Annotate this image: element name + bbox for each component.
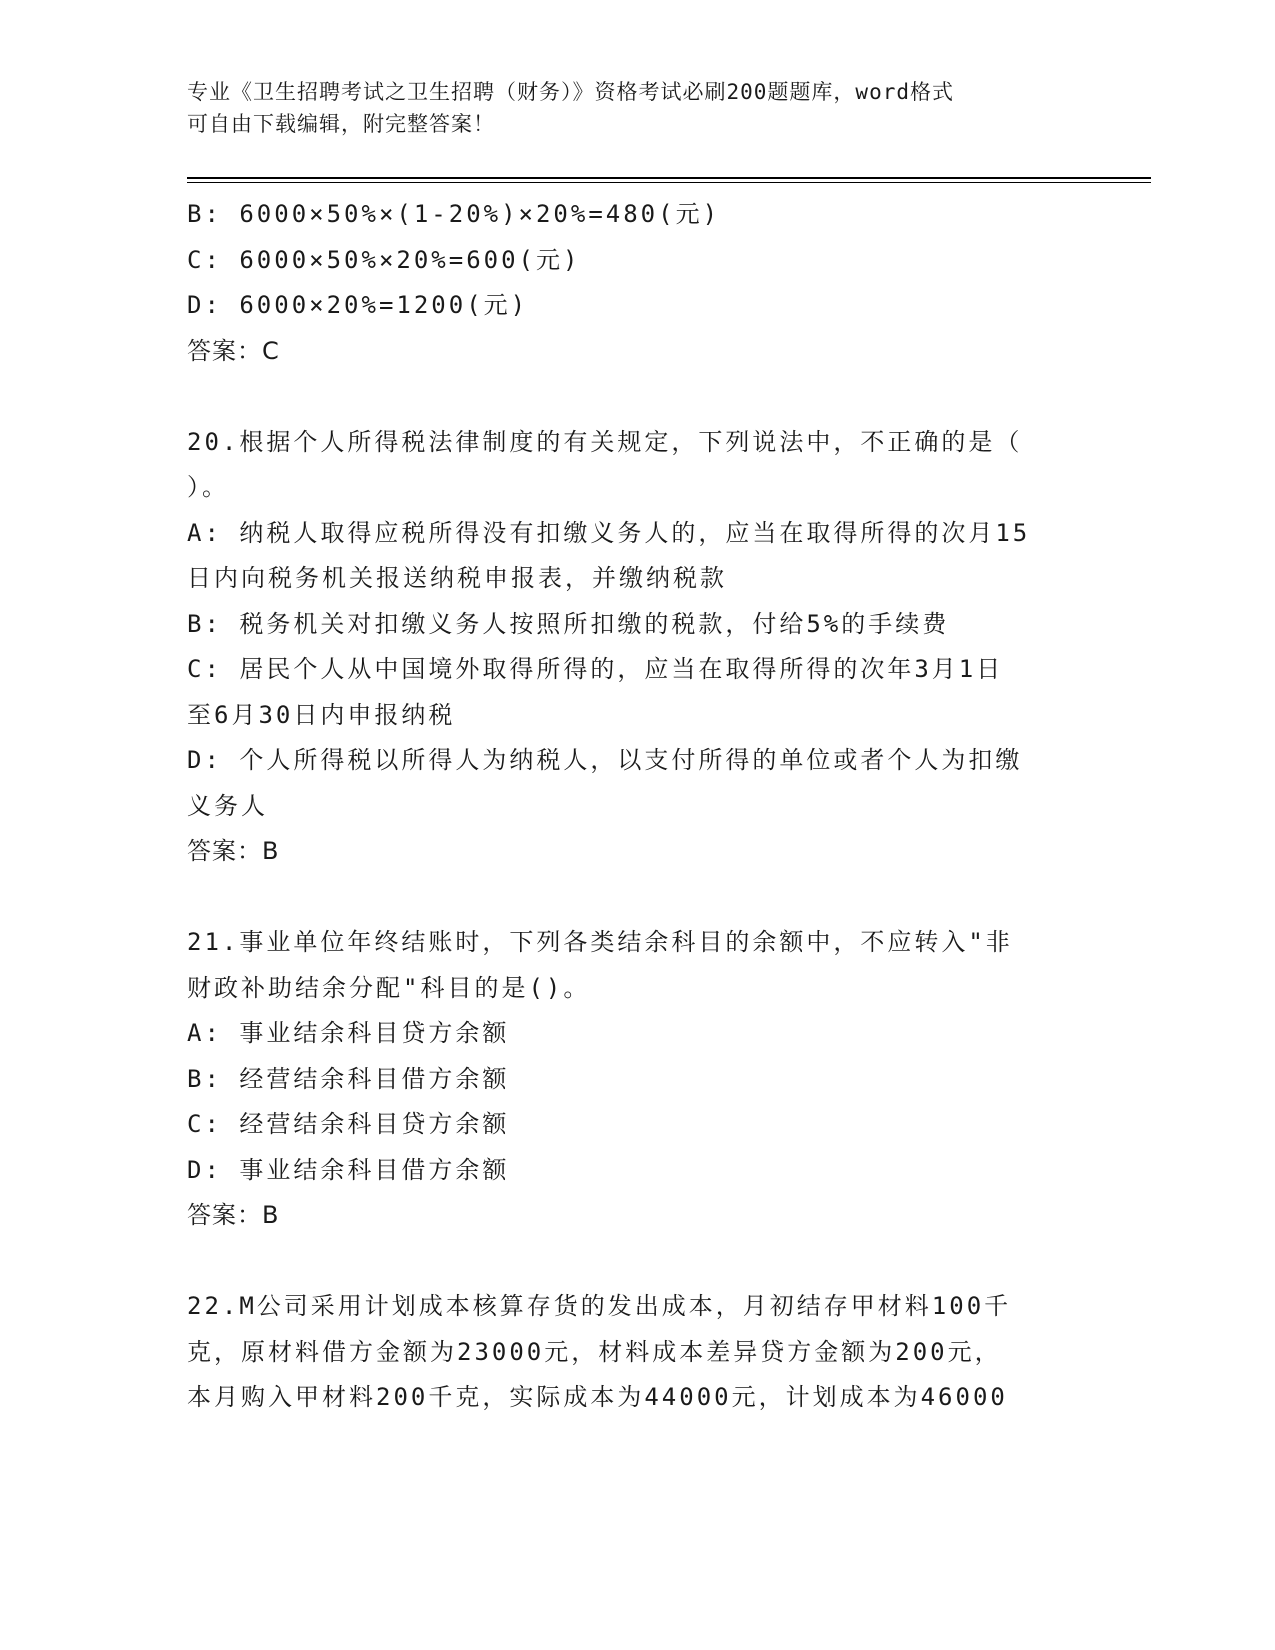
question-stem-line: ）。 <box>187 473 229 501</box>
header-rule-thick <box>187 177 1151 179</box>
question-20 <box>187 420 1097 875</box>
option-b: B: 经营结余科目借方余额 <box>187 1064 510 1093</box>
question-stem-line: 本月购入甲材料200千克，实际成本为44000元，计划成本为46000 <box>187 1383 1008 1411</box>
option-d: D: 6000×20%=1200(元) <box>187 291 529 319</box>
question-22 <box>187 1284 1097 1421</box>
header-rule-thin <box>187 182 1151 183</box>
option-b: B: 税务机关对扣缴义务人按照所扣缴的税款，付给5%的手续费 <box>187 609 950 638</box>
prev-question-block <box>187 192 1097 374</box>
answer: 答案：B <box>187 837 280 865</box>
option-a-line: 日内向税务机关报送纳税申报表，并缴纳税款 <box>187 564 727 592</box>
spacer <box>187 374 1097 420</box>
option-c: C: 经营结余科目贷方余额 <box>187 1110 510 1138</box>
answer: 答案：C <box>187 336 280 365</box>
document-body <box>187 192 1097 1421</box>
option-c-line: C: 居民个人从中国境外取得所得的，应当在取得所得的次年3月1日 <box>187 655 1004 683</box>
option-d-line: 义务人 <box>187 791 268 820</box>
option-d: D: 事业结余科目借方余额 <box>187 1155 510 1184</box>
question-21 <box>187 920 1097 1239</box>
header-line-2: 可自由下载编辑，附完整答案！ <box>187 112 495 136</box>
option-c-line: 至6月30日内申报纳税 <box>187 700 456 729</box>
answer: 答案：B <box>187 1201 280 1229</box>
question-stem-line: 财政补助结余分配"科目的是()。 <box>187 973 591 1002</box>
spacer <box>187 1239 1097 1285</box>
spacer <box>187 875 1097 921</box>
option-b: B: 6000×50%×(1-20%)×20%=480(元) <box>187 200 721 228</box>
question-stem-line: 克，原材料借方金额为23000元，材料成本差异贷方金额为200元， <box>187 1337 1002 1366</box>
document-header <box>187 76 1087 140</box>
option-a: A: 事业结余科目贷方余额 <box>187 1019 510 1047</box>
option-a-line: A: 纳税人取得应税所得没有扣缴义务人的，应当在取得所得的次月15 <box>187 518 1031 547</box>
option-d-line: D: 个人所得税以所得人为纳税人，以支付所得的单位或者个人为扣缴 <box>187 746 1023 774</box>
header-line-1: 专业《卫生招聘考试之卫生招聘（财务）》资格考试必刷200题题库，word格式 <box>187 80 954 104</box>
question-stem-line: 21.事业单位年终结账时，下列各类结余科目的余额中，不应转入"非 <box>187 928 1013 956</box>
question-stem-line: 20.根据个人所得税法律制度的有关规定，下列说法中，不正确的是（ <box>187 427 1023 456</box>
question-stem-line: 22.M公司采用计划成本核算存货的发出成本，月初结存甲材料100千 <box>187 1292 1012 1320</box>
option-c: C: 6000×50%×20%=600(元) <box>187 245 581 274</box>
